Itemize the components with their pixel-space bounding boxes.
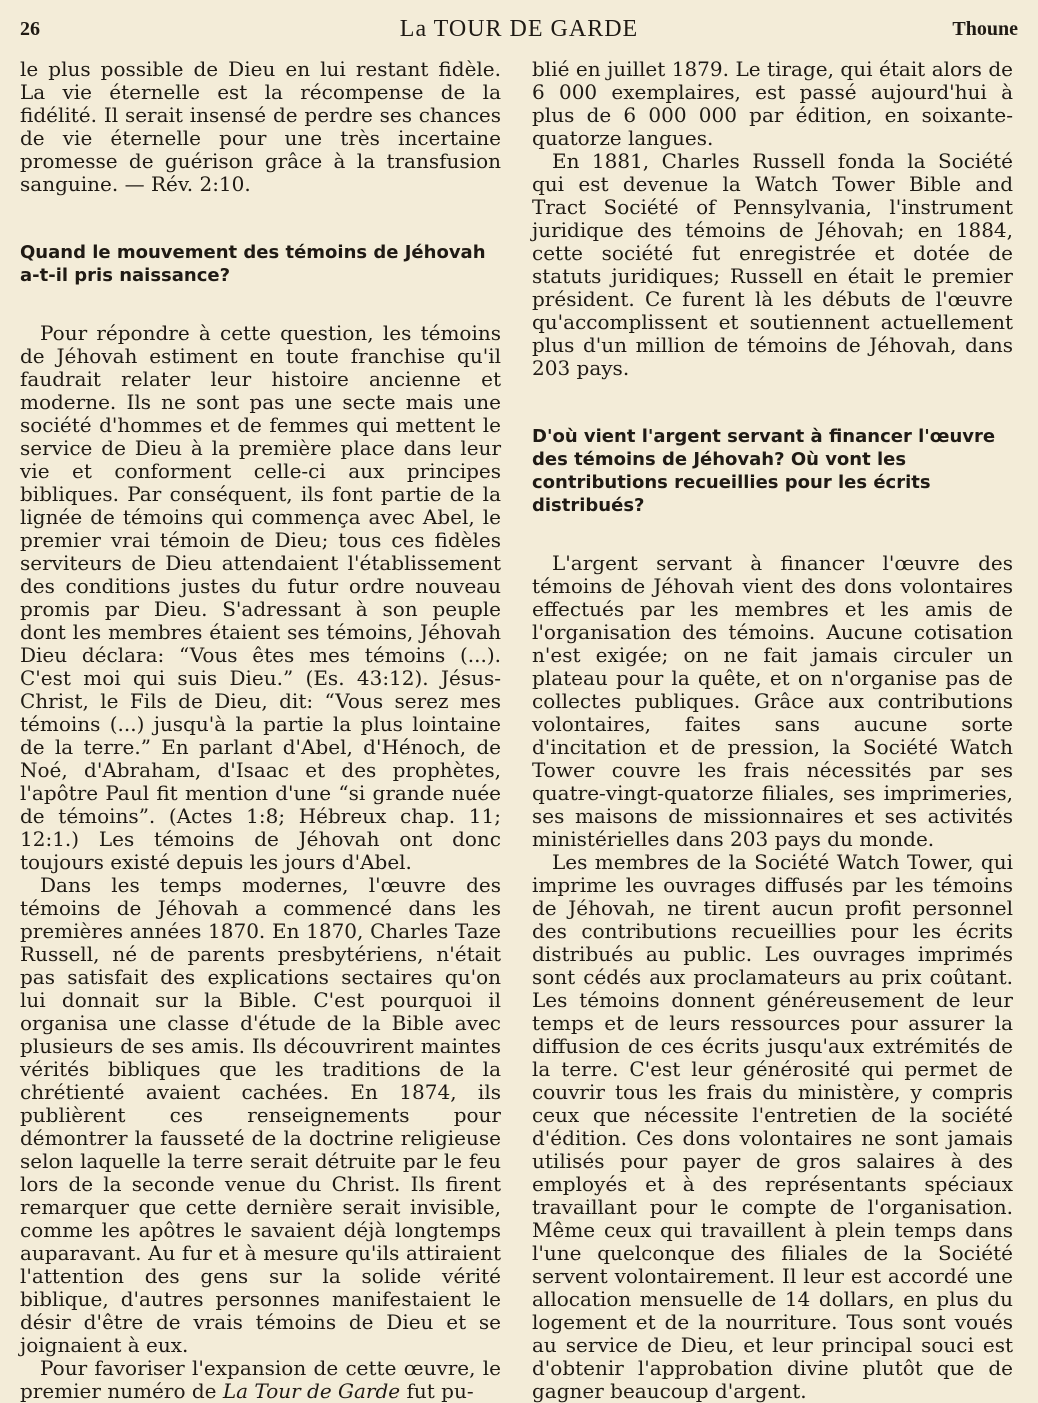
paragraph-text: Pour favoriser l'expansion de cette œuvre, le premier numéro de [20, 1356, 501, 1403]
question-heading-origin: Quand le mouvement des témoins de Jéhovah a-t-il pris naissance? [20, 242, 486, 286]
intro-paragraph: le plus possible de Dieu en lui restant fidèle. La vie éternelle est la récompense de la fidélité. Il serait insensé de perdre ses chances de vie éternelle pour une très incertaine promesse de guérison grâce à la transfusion sanguine. — Rév. 2:10. [20, 57, 501, 196]
magazine-name-italic: La Tour de Garde [222, 1379, 401, 1403]
paragraph-origin-1: Pour répondre à cette question, les témoins de Jéhovah estiment en toute franchise qu'il faudrait relater leur histoire ancienne et moderne. Ils ne sont pas une secte mais une société d'hommes et de femmes qui mettent le service de Dieu à la première place dans leur vie et conforment celle-ci aux principes bibliques. Par conséquent, ils font partie de la lignée de témoins qui commença avec Abel, le premier vrai témoin de Dieu; tous ces fidèles serviteurs de Dieu attendaient l'établissement des conditions justes du futur ordre nouveau promis par Dieu. S'adressant à son peuple dont les membres étaient ses témoins, Jéhovah Dieu déclara: “Vous êtes mes témoins (...). C'est moi qui suis Dieu.” (Es. 43:12). Jésus-Christ, le Fils de Dieu, dit: “Vous serez mes témoins (...) jusqu'à la partie la plus lointaine de la terre.” En parlant d'Abel, d'Hénoch, de Noé, d'Abraham, d'Isaac et des prophètes, l'apôtre Paul fit mention d'une “si grande nuée de témoins”. (Actes 1:8; Hébreux chap. 11; 12:1.) Les témoins de Jéhovah ont donc toujours existé depuis les jours d'Abel. [20, 321, 501, 874]
paragraph-origin-3 [20, 1357, 501, 1403]
page-number: 26 [20, 18, 40, 40]
paragraph-origin-2: Dans les temps modernes, l'œuvre des témoins de Jéhovah a commencé dans les premières années 1870. En 1870, Charles Taze Russell, né de parents presbytériens, n'était pas satisfait des explications sectaires qu'on lui donnait sur la Bible. C'est pourquoi il organisa une classe d'étude de la Bible avec plusieurs de ses amis. Ils découvrirent maintes vérités bibliques que les traditions de la chrétienté avaient cachées. En 1874, ils publièrent ces renseignements pour démontrer la fausseté de la doctrine religieuse selon laquelle la terre serait détruite par le feu lors de la seconde venue du Christ. Ils firent remarquer que cette dernière serait invisible, comme les apôtres le savaient déjà longtemps auparavant. Au fur et à mesure qu'ils attiraient l'attention des gens sur la solide vérité biblique, d'autres personnes manifestaient le désir d'être de vrais témoins de Dieu et se joignaient à eux. [20, 873, 501, 1357]
left-column [20, 57, 501, 1403]
running-title: La TOUR DE GARDE [399, 16, 639, 42]
page-header [20, 14, 1018, 48]
paragraph-continued: blié en juillet 1879. Le tirage, qui était alors de 6 000 exemplaires, est passé aujourd'hui à plus de 6 000 000 par édition, en soixante-quatorze langues. [532, 57, 1013, 150]
question-heading-finance: D'où vient l'argent servant à financer l'œuvre des témoins de Jéhovah? Où vont les contributions recueillies pour les écrits distribués? [532, 426, 996, 516]
paragraph-text: fut pu- [400, 1379, 474, 1403]
running-city: Thoune [952, 18, 1018, 40]
paragraph-finance-1: L'argent servant à financer l'œuvre des témoins de Jéhovah vient des dons volontaires effectués par les membres et les amis de l'organisation des témoins. Aucune cotisation n'est exigée; on ne fait jamais circuler un plateau pour la quête, et on n'organise pas de collectes publiques. Grâce aux contributions volontaires, faites sans aucune sorte d'incitation et de pression, la Société Watch Tower couvre les frais nécessités par ses quatre-vingt-quatorze filiales, ses imprimeries, ses maisons de missionnaires et ses activités ministérielles dans 203 pays du monde. [532, 551, 1013, 851]
paragraph-finance-2: Les membres de la Société Watch Tower, qui imprime les ouvrages diffusés par les témoins de Jéhovah, ne tirent aucun profit personnel des contributions recueillies pour les écrits distribués au public. Les ouvrages imprimés sont cédés aux proclamateurs au prix coûtant. Les témoins donnent généreusement de leur temps et de leurs ressources pour assurer la diffusion de ces écrits jusqu'aux extrémités de la terre. C'est leur générosité qui permet de couvrir tous les frais du ministère, y compris ceux que nécessite l'entretien de la société d'édition. Ces dons volontaires ne sont jamais utilisés pour payer de gros salaires à des employés et à des représentants spéciaux travaillant pour le compte de l'organisation. Même ceux qui travaillent à plein temps dans l'une quelconque des filiales de la Société servent volontairement. Il leur est accordé une allocation mensuelle de 14 dollars, en plus du logement et de la nourriture. Tous sont voués au service de Dieu, et leur principal souci est d'obtenir l'approbation divine plutôt que de gagner beaucoup d'argent. [532, 850, 1013, 1403]
paragraph-society: En 1881, Charles Russell fonda la Société qui est devenue la Watch Tower Bible and Tract Société of Pennsylvania, l'instrument juridique des témoins de Jéhovah; en 1884, cette société fut enregistrée et dotée de statuts juridiques; Russell en était le premier président. Ce furent là les débuts de l'œuvre qu'accomplissent et soutiennent actuellement plus d'un million de témoins de Jéhovah, dans 203 pays. [532, 149, 1013, 380]
right-column [532, 57, 1013, 1403]
